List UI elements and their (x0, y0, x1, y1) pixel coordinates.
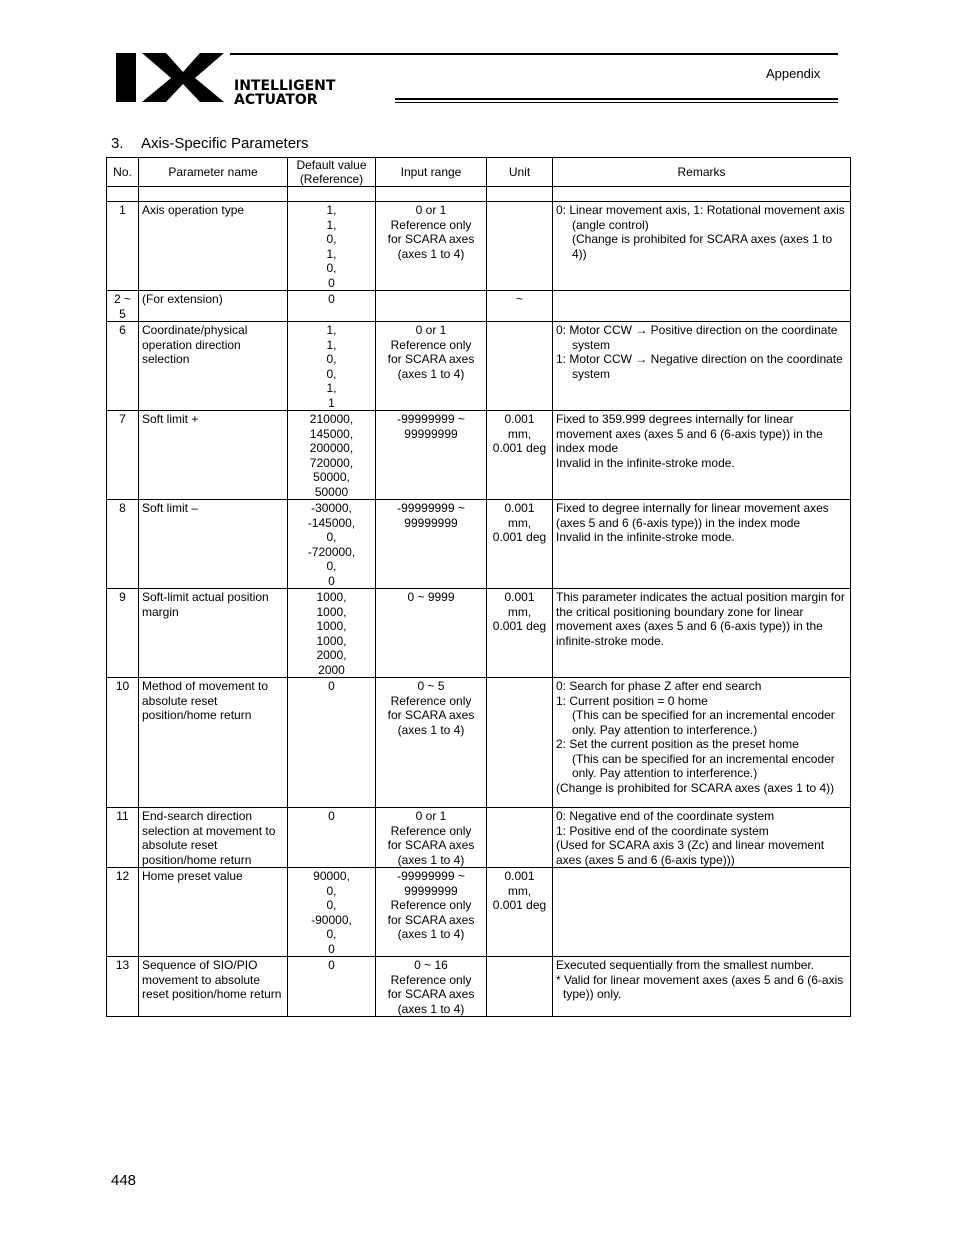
remark-line: Invalid in the infinite-stroke mode. (556, 530, 735, 544)
cell-unit (487, 291, 553, 322)
cell-input-range (376, 291, 487, 322)
cell-unit (487, 808, 553, 868)
cell-no: 6 (107, 322, 139, 411)
remark-line: This parameter indicates the actual position margin for the critical positioning boundary zone for linear movement axes (axes 5 and 6 (6-axis type)) in the infinite-stroke mode. (556, 590, 845, 648)
cell-line: mm, (507, 515, 532, 530)
section-heading (111, 135, 309, 152)
cell-line: 0 (328, 573, 335, 588)
cell-unit (487, 500, 553, 589)
cell-no: 8 (107, 500, 139, 589)
cell-line: 0 (328, 941, 335, 956)
remark-line: Fixed to 359.999 degrees internally for linear movement axes (axes 5 and 6 (6-axis type)) in the index mode (556, 412, 823, 455)
cell-line: 0.001 deg (492, 898, 547, 912)
cell-input-range (376, 808, 487, 868)
brand-line2: ACTUATOR (234, 92, 318, 104)
cell-no: 9 (107, 589, 139, 678)
cell-unit (487, 202, 553, 291)
cell-line: 0, (326, 261, 337, 275)
cell-line: 0.001 deg (492, 441, 547, 455)
remark-line: Executed sequentially from the smallest number. (556, 958, 815, 972)
cell-line: Reference only (390, 693, 472, 708)
cell-line: 1, (326, 217, 337, 232)
header-section-label: Appendix (766, 66, 821, 81)
cell-default-value (288, 322, 376, 411)
cell-line: 0 or 1 (415, 323, 447, 337)
table-row (107, 202, 851, 291)
cell-parameter-name: Home preset value (139, 868, 288, 957)
cell-line: -90000, (311, 912, 352, 927)
cell-parameter-name: Soft limit – (139, 500, 288, 589)
cell-line: 0, (326, 530, 337, 544)
cell-line: for SCARA axes (387, 912, 475, 927)
table-spacer-row (107, 187, 851, 202)
cell-line: for SCARA axes (387, 232, 475, 246)
cell-line: 0, (326, 927, 337, 941)
remark-line: 0: Linear movement axis, 1: Rotational movement axis (angle control) (556, 203, 845, 232)
cell-input-range (376, 957, 487, 1017)
cell-line: 1, (326, 246, 337, 261)
col-header-name: Parameter name (139, 158, 288, 187)
cell-line: -99999999 ~ (397, 869, 465, 883)
table-row (107, 411, 851, 500)
cell-default-value (288, 202, 376, 291)
cell-input-range (376, 678, 487, 808)
cell-input-range (376, 322, 487, 411)
cell-remarks (553, 291, 851, 322)
table-row (107, 957, 851, 1017)
cell-line: 0, (326, 883, 337, 898)
cell-line: 2000, (316, 648, 347, 662)
cell-default-value (288, 411, 376, 500)
header-rule-top (230, 53, 838, 55)
col-header-remarks: Remarks (553, 158, 851, 187)
table-row (107, 291, 851, 322)
cell-line: Reference only (390, 972, 472, 987)
cell-input-range (376, 868, 487, 957)
cell-line: 200000, (309, 441, 354, 455)
cell-line: 1, (326, 381, 337, 395)
cell-parameter-name: Coordinate/physical operation direction selection (139, 322, 288, 411)
cell-no: 1 (107, 202, 139, 291)
remark-line: 1: Current position = 0 home (556, 693, 708, 708)
cell-line: -99999999 ~ (397, 501, 465, 515)
cell-default-value (288, 868, 376, 957)
cell-line: 0 or 1 (415, 809, 447, 823)
cell-line: 0.001 deg (492, 530, 547, 544)
remark-line: * Valid for linear movement axes (axes 5 and 6 (6-axis type)) only. (556, 972, 844, 1001)
remark-line: (Used for SCARA axis 3 (Zc) and linear movement axes (axes 5 and 6 (6-axis type))) (556, 838, 825, 867)
cell-default-value (288, 808, 376, 868)
cell-no: 2 ~ 5 (107, 291, 139, 322)
cell-line: for SCARA axes (387, 838, 475, 852)
cell-unit (487, 411, 553, 500)
remark-line: 0: Motor CCW → Positive direction on the coordinate system (556, 323, 838, 352)
cell-input-range (376, 202, 487, 291)
cell-parameter-name: Axis operation type (139, 202, 288, 291)
cell-remarks (553, 957, 851, 1017)
cell-line: 2000 (318, 662, 345, 677)
company-logo (114, 52, 399, 104)
cell-line: 0 or 1 (415, 203, 447, 217)
cell-line: 1, (326, 337, 337, 352)
cell-no: 11 (107, 808, 139, 868)
cell-line: -99999999 ~ (397, 412, 465, 426)
axis-parameters-table (106, 157, 851, 1017)
cell-line: 1, (326, 203, 337, 217)
cell-remarks (553, 202, 851, 291)
cell-line: ~ (515, 292, 523, 306)
table-body (107, 187, 851, 1017)
cell-line: (axes 1 to 4) (397, 852, 465, 867)
cell-line: 0 ~ 5 (417, 679, 445, 693)
cell-line: (axes 1 to 4) (397, 1001, 465, 1016)
remark-line: (This can be specified for an incremental encoder only. Pay attention to interference.) (572, 751, 835, 780)
cell-line: 99999999 (404, 426, 458, 441)
cell-remarks (553, 868, 851, 957)
cell-line: mm, (507, 426, 532, 441)
cell-line: 0 ~ 9999 (407, 590, 455, 604)
cell-parameter-name: End-search direction selection at movement to absolute reset position/home return (139, 808, 288, 868)
cell-line: for SCARA axes (387, 352, 475, 366)
table-row (107, 868, 851, 957)
cell-line: 0.001 (504, 501, 535, 515)
table-header-row (107, 158, 851, 187)
cell-unit (487, 678, 553, 808)
cell-line: mm, (507, 883, 532, 898)
cell-line: 0, (326, 352, 337, 366)
cell-line: mm, (507, 604, 532, 619)
col-header-default: Default value (Reference) (288, 158, 376, 187)
cell-line: Reference only (390, 217, 472, 232)
cell-remarks (553, 500, 851, 589)
cell-default-value (288, 291, 376, 322)
cell-line: 0, (326, 898, 337, 912)
cell-line: 1000, (316, 590, 347, 604)
cell-input-range (376, 500, 487, 589)
cell-line: (axes 1 to 4) (397, 722, 465, 737)
cell-parameter-name: Method of movement to absolute reset position/home return (139, 678, 288, 808)
ix-logo-icon (114, 52, 399, 104)
cell-line: 720000, (309, 455, 354, 470)
cell-input-range (376, 589, 487, 678)
header-rule-bottom (395, 98, 838, 100)
cell-no: 10 (107, 678, 139, 808)
cell-no: 7 (107, 411, 139, 500)
table-row (107, 678, 851, 808)
cell-line: for SCARA axes (387, 708, 475, 722)
cell-line: 210000, (309, 412, 354, 426)
cell-line: 1 (328, 395, 335, 410)
cell-line: Reference only (390, 898, 472, 912)
cell-default-value (288, 500, 376, 589)
cell-line: 0 (328, 275, 335, 290)
remark-line: 2: Set the current position as the preset home (556, 737, 799, 751)
cell-no: 13 (107, 957, 139, 1017)
cell-line: 1, (326, 323, 337, 337)
page-number: 448 (111, 1172, 137, 1189)
cell-remarks (553, 589, 851, 678)
cell-line: 99999999 (404, 515, 458, 530)
cell-line: 0, (326, 559, 337, 573)
cell-remarks (553, 411, 851, 500)
table-row (107, 322, 851, 411)
cell-line: (axes 1 to 4) (397, 246, 465, 261)
section-number: 3. (111, 135, 124, 152)
cell-line: Reference only (390, 823, 472, 838)
remark-line: 1: Positive end of the coordinate system (556, 823, 769, 838)
remark-line: 0: Negative end of the coordinate system (556, 809, 775, 823)
cell-default-value (288, 589, 376, 678)
cell-default-value (288, 678, 376, 808)
cell-parameter-name: Soft-limit actual position margin (139, 589, 288, 678)
cell-unit (487, 589, 553, 678)
remark-line: (Change is prohibited for SCARA axes (axes 1 to 4)) (572, 232, 833, 261)
section-title-text: Axis-Specific Parameters (141, 135, 309, 152)
remark-line: Fixed to degree internally for linear movement axes (axes 5 and 6 (6-axis type)) in the index mode (556, 501, 829, 530)
brand-line1: INTELLIGENT (234, 78, 336, 94)
table-row (107, 589, 851, 678)
cell-line: 0.001 (504, 412, 535, 426)
cell-line: 1000, (316, 604, 347, 619)
cell-line: 1000, (316, 619, 347, 633)
cell-line: 50000, (313, 470, 350, 484)
table-row (107, 808, 851, 868)
cell-unit (487, 868, 553, 957)
cell-line: (axes 1 to 4) (397, 927, 465, 941)
cell-line: 0 (328, 679, 335, 693)
cell-line: 1000, (316, 633, 347, 648)
cell-remarks (553, 808, 851, 868)
remark-line: (Change is prohibited for SCARA axes (axes 1 to 4)) (556, 780, 835, 795)
cell-remarks (553, 322, 851, 411)
header-rule-bottom-thin (395, 102, 838, 103)
col-header-unit: Unit (487, 158, 553, 187)
cell-unit (487, 322, 553, 411)
cell-line: 0 (328, 958, 335, 972)
cell-line: 99999999 (404, 883, 458, 898)
cell-parameter-name: (For extension) (139, 291, 288, 322)
remark-line: (This can be specified for an incremental encoder only. Pay attention to interference.) (572, 708, 835, 737)
remark-line: 1: Motor CCW → Negative direction on the coordinate system (556, 352, 843, 381)
cell-input-range (376, 411, 487, 500)
cell-line: 50000 (314, 484, 349, 499)
cell-line: 90000, (313, 869, 350, 883)
cell-line: 0 (328, 809, 335, 823)
cell-line: 0.001 (504, 869, 535, 883)
cell-no: 12 (107, 868, 139, 957)
cell-line: -30000, (311, 501, 352, 515)
cell-line: -720000, (307, 544, 356, 559)
cell-line: 0.001 (504, 590, 535, 604)
cell-remarks (553, 678, 851, 808)
table-row (107, 500, 851, 589)
cell-line: 0, (326, 232, 337, 246)
cell-unit (487, 957, 553, 1017)
cell-default-value (288, 957, 376, 1017)
cell-parameter-name: Sequence of SIO/PIO movement to absolute reset position/home return (139, 957, 288, 1017)
cell-line: 0 (328, 292, 335, 306)
cell-parameter-name: Soft limit + (139, 411, 288, 500)
remark-line: Invalid in the infinite-stroke mode. (556, 455, 735, 470)
cell-line: 0.001 deg (492, 619, 547, 633)
col-header-range: Input range (376, 158, 487, 187)
remark-line: 0: Search for phase Z after end search (556, 679, 762, 693)
cell-line: 0 ~ 16 (414, 958, 448, 972)
cell-line: (axes 1 to 4) (397, 366, 465, 381)
cell-line: for SCARA axes (387, 987, 475, 1001)
col-header-no: No. (107, 158, 139, 187)
cell-line: 145000, (309, 426, 354, 441)
cell-line: -145000, (307, 515, 356, 530)
cell-line: Reference only (390, 337, 472, 352)
cell-line: 0, (326, 366, 337, 381)
